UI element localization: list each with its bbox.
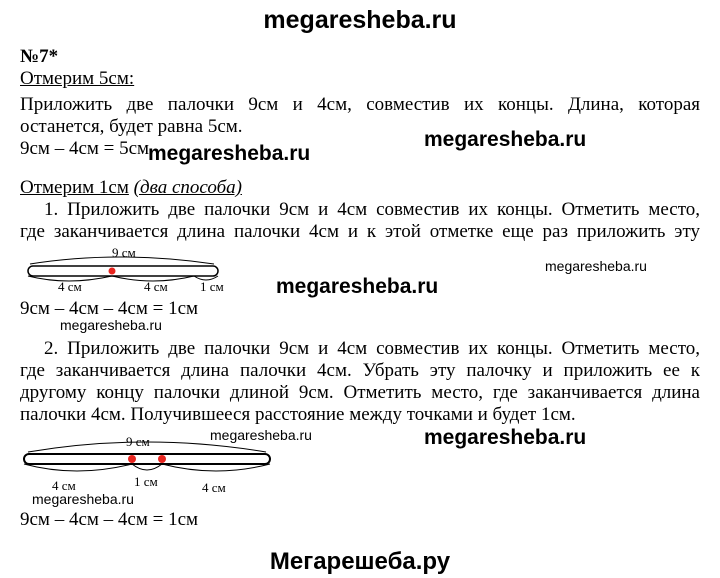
method2-line1: 2. Приложить две палочки 9см и 4см совместив их концы. Отметить место,	[44, 338, 700, 359]
watermark-small-b: megaresheba.ru	[60, 317, 162, 333]
watermark-small-c: megaresheba.ru	[210, 427, 312, 443]
method2-equation: 9см – 4см – 4см = 1см	[20, 509, 199, 530]
method2-line4: палочки 4см. Получившееся расстояние между точками и будет 1см.	[20, 404, 576, 425]
watermark-small-d: megaresheba.ru	[32, 491, 134, 507]
task-number: №7*	[20, 46, 59, 67]
fig2-label-mid: 1 см	[134, 474, 158, 489]
fig2-stick-9cm	[24, 454, 270, 464]
watermark-big-a: megaresheba.ru	[424, 128, 587, 151]
method2-line2: где заканчивается длина палочки 4см. Убрать эту палочку и приложить ее к	[20, 360, 700, 381]
method1-line1: 1. Приложить две палочки 9см и 4см совместив их концы. Отметить место,	[44, 199, 700, 220]
fig2-mark-right	[158, 455, 166, 463]
part1-heading: Отмерим 5см:	[20, 68, 135, 89]
fig2-label-top: 9 см	[126, 434, 150, 449]
part1-line1: Приложить две палочки 9см и 4см, совместив их концы. Длина, которая	[20, 94, 700, 115]
part2-heading: Отмерим 1см	[20, 177, 129, 198]
method1-line2: где заканчивается длина палочки 4см и к этой отметке еще раз приложить эту	[20, 221, 700, 242]
figure-method1	[18, 240, 230, 296]
watermark-big-b: megaresheba.ru	[148, 142, 311, 165]
part1-equation: 9см – 4см = 5см	[20, 138, 150, 159]
fig1-stick-9cm	[28, 266, 218, 276]
method1-equation: 9см – 4см – 4см = 1см	[20, 298, 199, 319]
part2-heading-note: (два способа)	[133, 177, 242, 198]
fig2-label-right: 4 см	[202, 480, 226, 495]
watermark-big-c: megaresheba.ru	[276, 275, 439, 298]
fig2-brace-right	[162, 464, 270, 471]
watermark-big-d: megaresheba.ru	[424, 426, 587, 449]
fig1-label-right: 1 см	[200, 279, 224, 294]
fig1-mark	[109, 268, 116, 275]
fig1-label-top: 9 см	[112, 245, 136, 260]
fig2-mark-left	[128, 455, 136, 463]
fig2-brace-left	[24, 464, 132, 471]
fig1-label-left: 4 см	[58, 279, 82, 294]
method2-line3: другому концу палочки длиной 9см. Отметить место, где заканчивается длина	[20, 382, 700, 403]
fig1-label-mid: 4 см	[144, 279, 168, 294]
watermark-small-a: megaresheba.ru	[545, 258, 647, 274]
part2-heading-row	[20, 177, 242, 199]
part1-line2: останется, будет равна 5см.	[20, 116, 243, 137]
fig2-label-left: 4 см	[52, 478, 76, 493]
header-watermark: megaresheba.ru	[263, 6, 457, 34]
footer-watermark: Мегарешеба.ру	[269, 548, 451, 575]
